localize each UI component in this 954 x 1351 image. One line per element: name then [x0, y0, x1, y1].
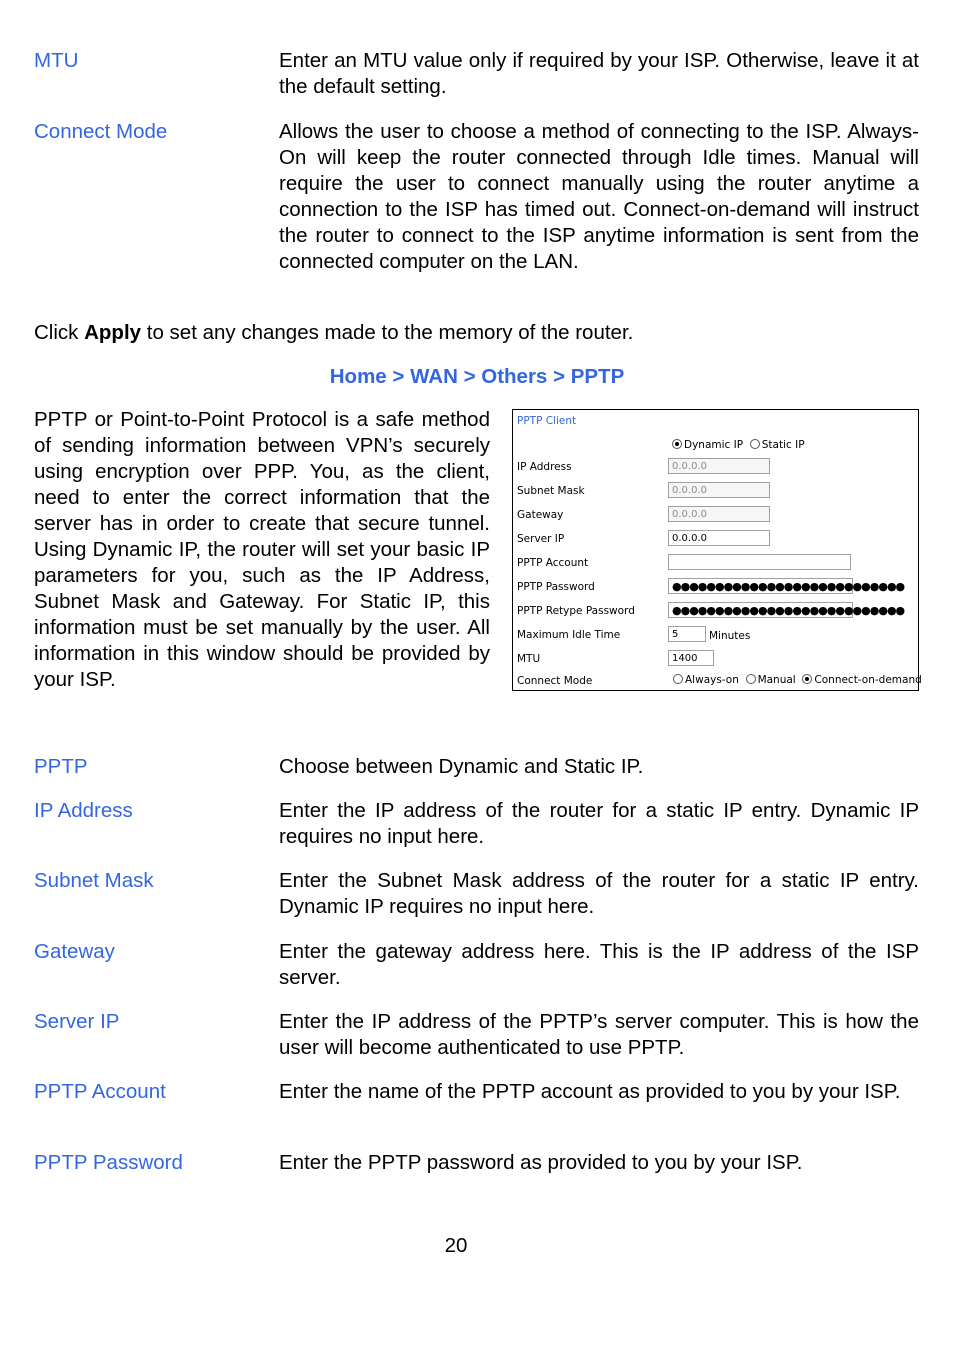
desc-mtu: Enter an MTU value only if required by your ISP. Otherwise, leave it at the default setting. [279, 49, 919, 98]
term-gateway: Gateway [34, 940, 115, 963]
ip-mode-radio-group [672, 439, 805, 452]
term-pptp-account: PPTP Account [34, 1080, 166, 1103]
server-ip-input[interactable]: 0.0.0.0 [668, 530, 770, 546]
apply-post: to set any changes made to the memory of the router. [141, 321, 634, 344]
pptp-intro: PPTP or Point-to-Point Protocol is a safe method of sending information between VPN’s securely using encryption over PPP. You, as the client, need to enter the correct information that the server has in order to create that secure tunnel. Using Dynamic IP, the router will set your basic IP parameters for you, such as the IP Address, Subnet Mask and Gateway. For Static IP, this information must be set manually by the user. All information in this window should be provided by your ISP. [34, 408, 490, 691]
max-idle-time-input[interactable]: 5 [668, 626, 706, 642]
breadcrumb: Home > WAN > Others > PPTP [329, 365, 625, 388]
idle-unit-label: Minutes [709, 630, 751, 642]
apply-instruction [34, 320, 633, 346]
static-ip-label: Static IP [761, 439, 805, 451]
dynamic-ip-label: Dynamic IP [684, 439, 744, 451]
desc-subnet-mask: Enter the Subnet Mask address of the router for a static IP entry. Dynamic IP requires no input here. [279, 869, 919, 918]
gateway-input[interactable]: 0.0.0.0 [668, 506, 770, 522]
apply-pre: Click [34, 321, 85, 344]
apply-bold: Apply [84, 321, 142, 344]
manual-label: Manual [757, 674, 796, 686]
connect-mode-label: Connect Mode [517, 675, 593, 687]
desc-connect-mode: Allows the user to choose a method of connecting to the ISP. Always-On will keep the router connected through Idle times. Manual will require the user to connect manually using the router anytime a connection to the ISP has timed out. Connect-on-demand will instruct the router to connect to the ISP anytime information is sent from the connected computer on the LAN. [279, 120, 919, 273]
page-number: 20 [444, 1234, 468, 1257]
connect-on-demand-label: Connect-on-demand [814, 674, 922, 686]
desc-pptp-password: Enter the PPTP password as provided to you by your ISP. [279, 1151, 803, 1174]
gateway-label: Gateway [517, 509, 564, 521]
pptp-password-label: PPTP Password [517, 581, 595, 593]
ip-address-input[interactable]: 0.0.0.0 [668, 458, 770, 474]
pptp-retype-password-label: PPTP Retype Password [517, 605, 635, 617]
term-subnet-mask: Subnet Mask [34, 869, 154, 892]
term-pptp-password: PPTP Password [34, 1151, 183, 1174]
ip-address-label: IP Address [517, 461, 572, 473]
term-pptp: PPTP [34, 755, 88, 778]
term-ip-address: IP Address [34, 799, 133, 822]
subnet-mask-label: Subnet Mask [517, 485, 585, 497]
desc-server-ip: Enter the IP address of the PPTP’s server computer. This is how the user will become authenticated to use PPTP. [279, 1010, 919, 1059]
term-connect-mode: Connect Mode [34, 120, 168, 143]
desc-pptp-account: Enter the name of the PPTP account as provided to you by your ISP. [279, 1080, 901, 1103]
mtu-label: MTU [517, 653, 541, 665]
connect-on-demand-radio[interactable] [802, 674, 812, 684]
desc-pptp: Choose between Dynamic and Static IP. [279, 755, 644, 778]
pptp-client-panel [512, 409, 922, 691]
dynamic-ip-radio[interactable] [672, 439, 682, 449]
always-on-radio[interactable] [673, 674, 683, 684]
desc-ip-address: Enter the IP address of the router for a static IP entry. Dynamic IP requires no input here. [279, 799, 919, 848]
max-idle-time-label: Maximum Idle Time [517, 629, 621, 641]
term-mtu: MTU [34, 49, 79, 72]
term-server-ip: Server IP [34, 1010, 120, 1033]
desc-gateway: Enter the gateway address here. This is the IP address of the ISP server. [279, 940, 919, 989]
pptp-account-input[interactable] [668, 554, 851, 570]
panel-title: PPTP Client [517, 415, 577, 427]
always-on-label: Always-on [685, 674, 739, 686]
mtu-input[interactable]: 1400 [668, 650, 714, 666]
pptp-password-input[interactable]: ●●●●●●●●●●●●●●●●●●●●●●●●●●● [668, 578, 853, 594]
manual-radio[interactable] [746, 674, 756, 684]
subnet-mask-input[interactable]: 0.0.0.0 [668, 482, 770, 498]
pptp-account-label: PPTP Account [517, 557, 589, 569]
static-ip-radio[interactable] [750, 439, 760, 449]
connect-mode-radio-group [673, 674, 922, 687]
pptp-retype-password-input[interactable]: ●●●●●●●●●●●●●●●●●●●●●●●●●●● [668, 602, 853, 618]
server-ip-label: Server IP [517, 533, 565, 545]
